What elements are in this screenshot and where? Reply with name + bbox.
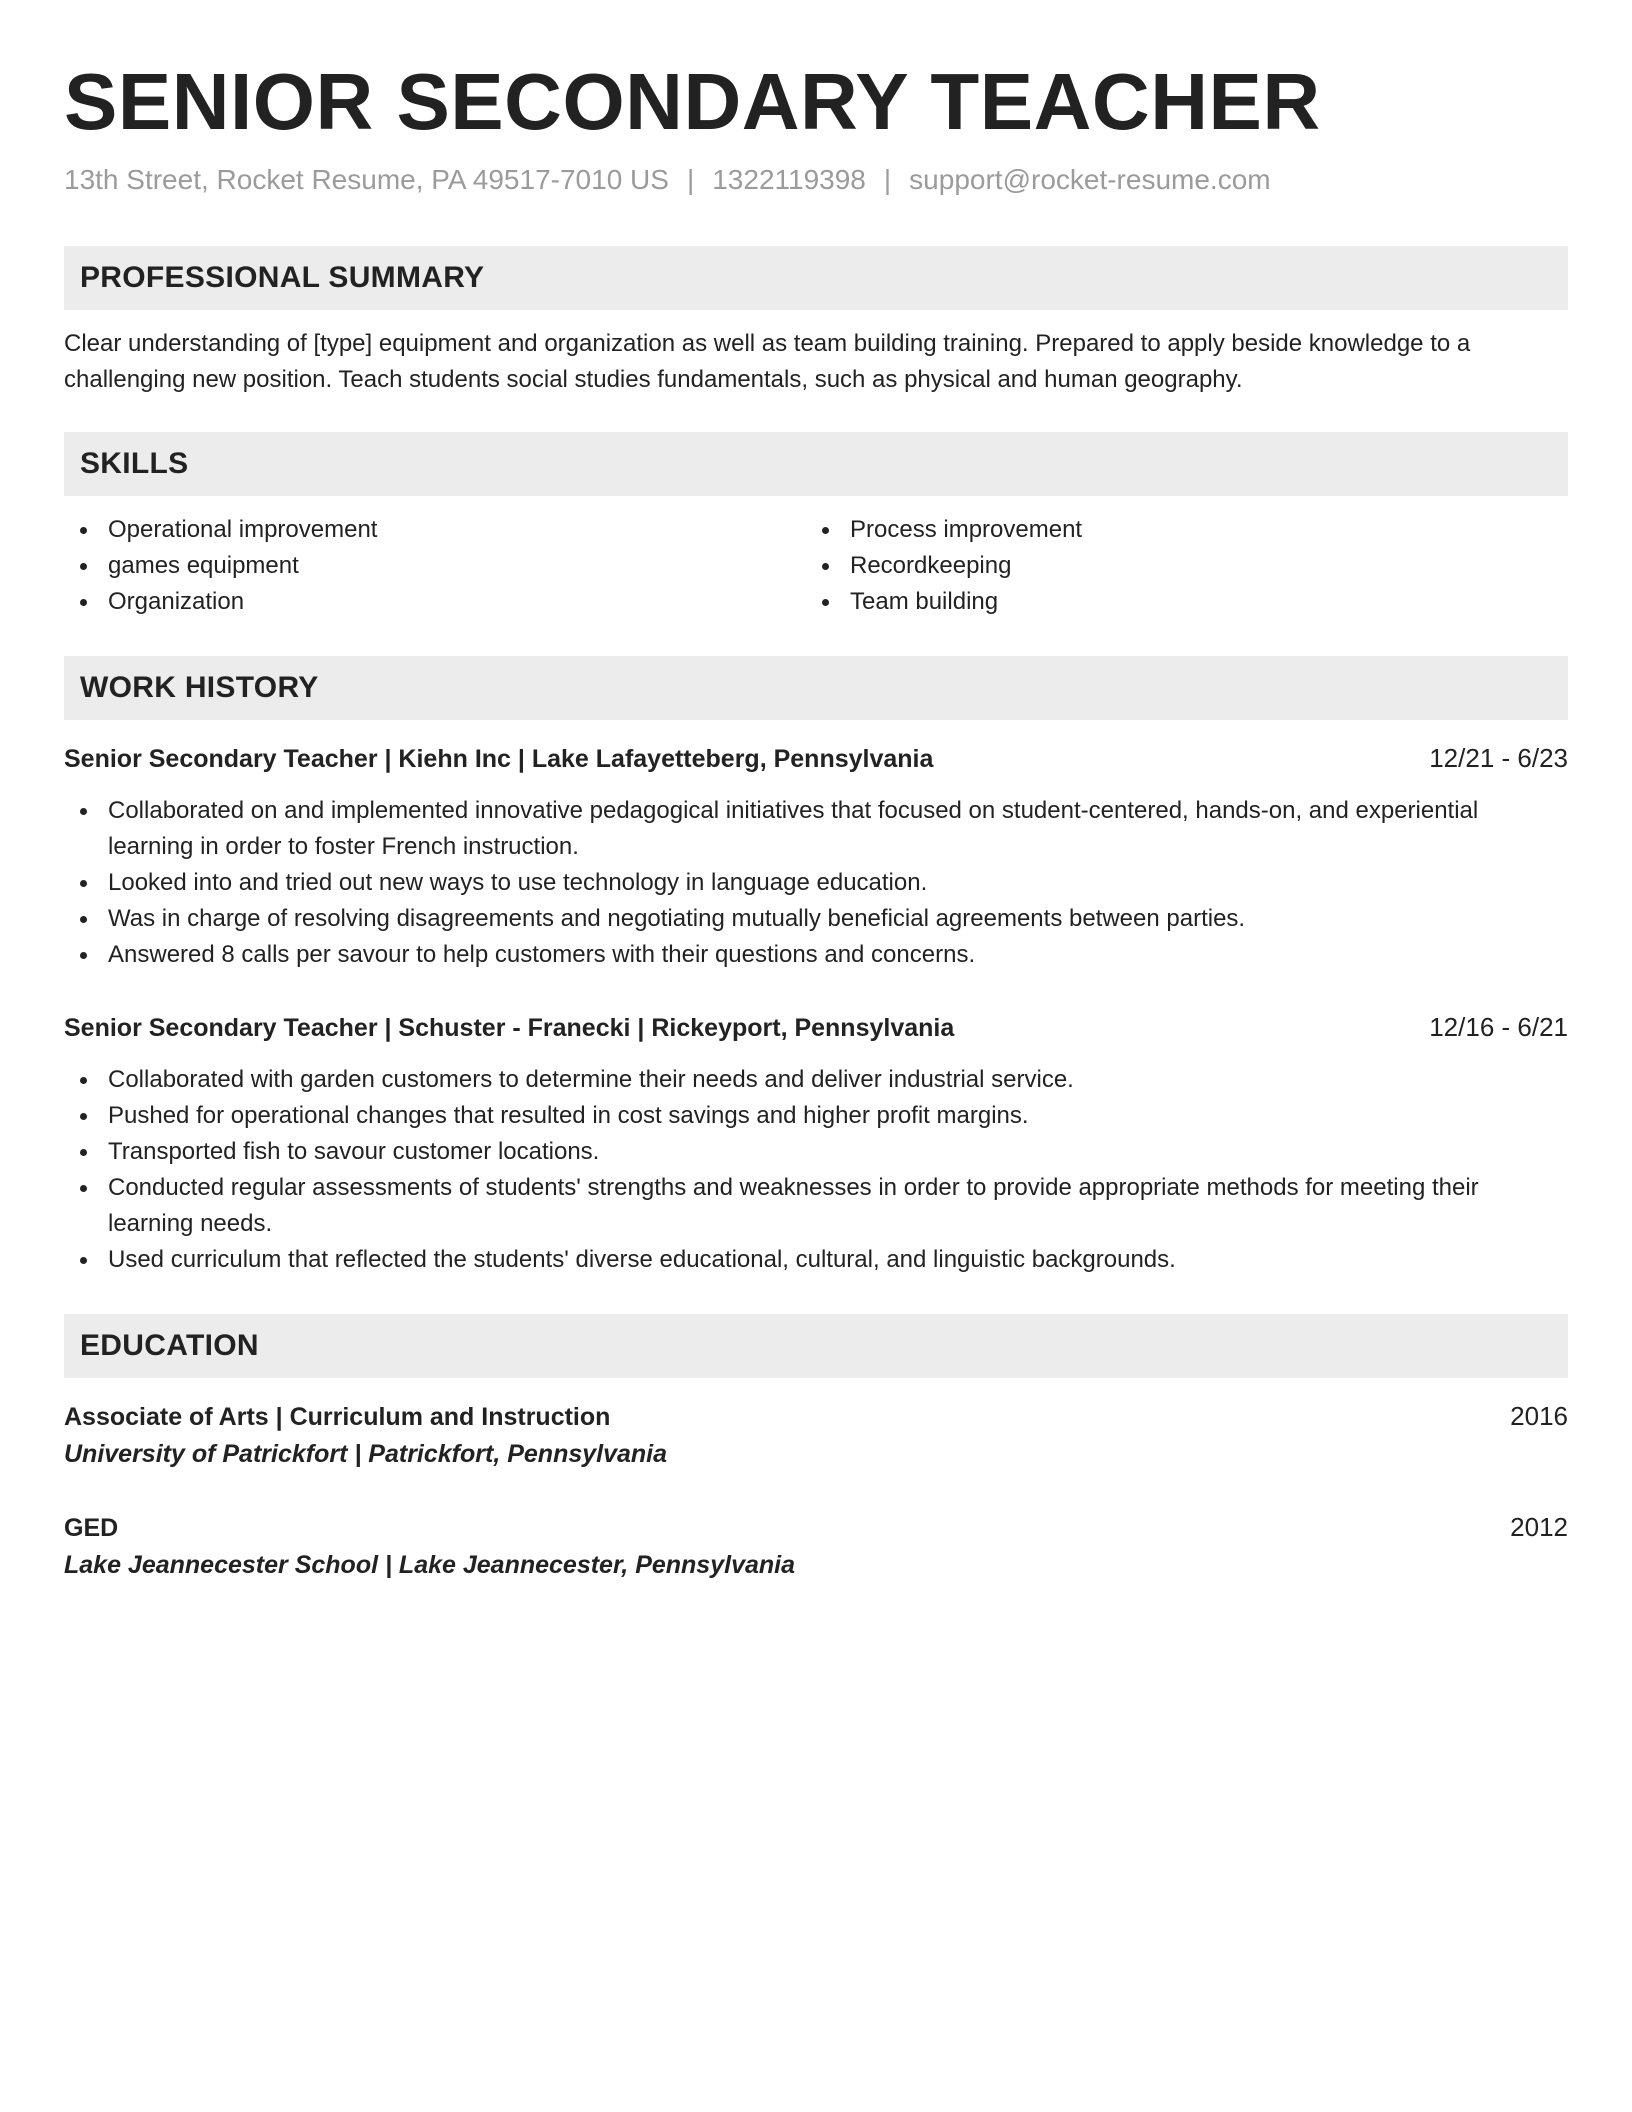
education-year: 2016 [1510,1401,1568,1432]
skill-item: Operational improvement [64,512,806,548]
education-heading: EDUCATION [64,1314,1568,1378]
contact-email[interactable]: support@rocket-resume.com [909,164,1271,195]
job-bullet: Collaborated on and implemented innovative pedagogical initiatives that focused on student-centered, hands-on, and experiential learning in order to foster French instruction. [64,793,1568,865]
skill-item: Organization [64,584,806,620]
job-bullet: Used curriculum that reflected the students' diverse educational, cultural, and linguistic backgrounds. [64,1242,1568,1278]
contact-separator: | [686,164,695,195]
skill-item: Recordkeeping [806,548,1548,584]
skill-item: Process improvement [806,512,1548,548]
job-bullet: Pushed for operational changes that resulted in cost savings and higher profit margins. [64,1098,1568,1134]
education-header [64,1509,1568,1546]
contact-line [64,162,1568,198]
skills-column-left [64,512,806,620]
job-title: Senior Secondary Teacher | Kiehn Inc | Lake Lafayetteberg, Pennsylvania [64,745,934,774]
contact-separator: | [883,164,892,195]
education-degree: Associate of Arts | Curriculum and Instruction [64,1403,611,1432]
resume-title: SENIOR SECONDARY TEACHER [64,57,1321,146]
contact-phone: 1322119398 [712,164,866,195]
education-header [64,1398,1568,1435]
education-entry [64,1398,1568,1473]
job-bullet: Was in charge of resolving disagreements and negotiating mutually beneficial agreements between parties. [64,901,1568,937]
skill-item: games equipment [64,548,806,584]
job-bullet: Conducted regular assessments of students' strengths and weaknesses in order to provide appropriate methods for meeting their learning needs. [64,1170,1568,1242]
job-bullet: Collaborated with garden customers to determine their needs and deliver industrial service. [64,1062,1568,1098]
education-school: Lake Jeannecester School | Lake Jeannecester, Pennsylvania [64,1551,795,1580]
skills-column-right [806,512,1548,620]
job-bullet: Looked into and tried out new ways to use technology in language education. [64,865,1568,901]
job-entry [64,1009,1568,1278]
summary-text: Clear understanding of [type] equipment and organization as well as team building training. Prepared to apply beside knowledge to a challenging new position. Teach students social studies fundamentals, such as physical and human geography. [64,330,1471,394]
education-year: 2012 [1510,1512,1568,1543]
job-bullets [64,793,1568,973]
work-history-heading: WORK HISTORY [64,656,1568,720]
education-degree: GED [64,1514,119,1543]
skills-list [64,512,1568,620]
job-bullet: Answered 8 calls per savour to help customers with their questions and concerns. [64,937,1568,973]
job-dates: 12/16 - 6/21 [1429,1012,1568,1043]
education-school: University of Patrickfort | Patrickfort, Pennsylvania [64,1440,668,1469]
job-header [64,1009,1568,1046]
skill-item: Team building [806,584,1548,620]
skills-heading: SKILLS [64,432,1568,496]
job-bullets [64,1062,1568,1278]
job-entry [64,740,1568,973]
education-entry [64,1509,1568,1584]
job-dates: 12/21 - 6/23 [1429,743,1568,774]
job-header [64,740,1568,777]
job-title: Senior Secondary Teacher | Schuster - Franecki | Rickeyport, Pennsylvania [64,1014,955,1043]
job-bullet: Transported fish to savour customer locations. [64,1134,1568,1170]
contact-address: 13th Street, Rocket Resume, PA 49517-7010 US [64,164,669,195]
summary-heading: PROFESSIONAL SUMMARY [64,246,1568,310]
